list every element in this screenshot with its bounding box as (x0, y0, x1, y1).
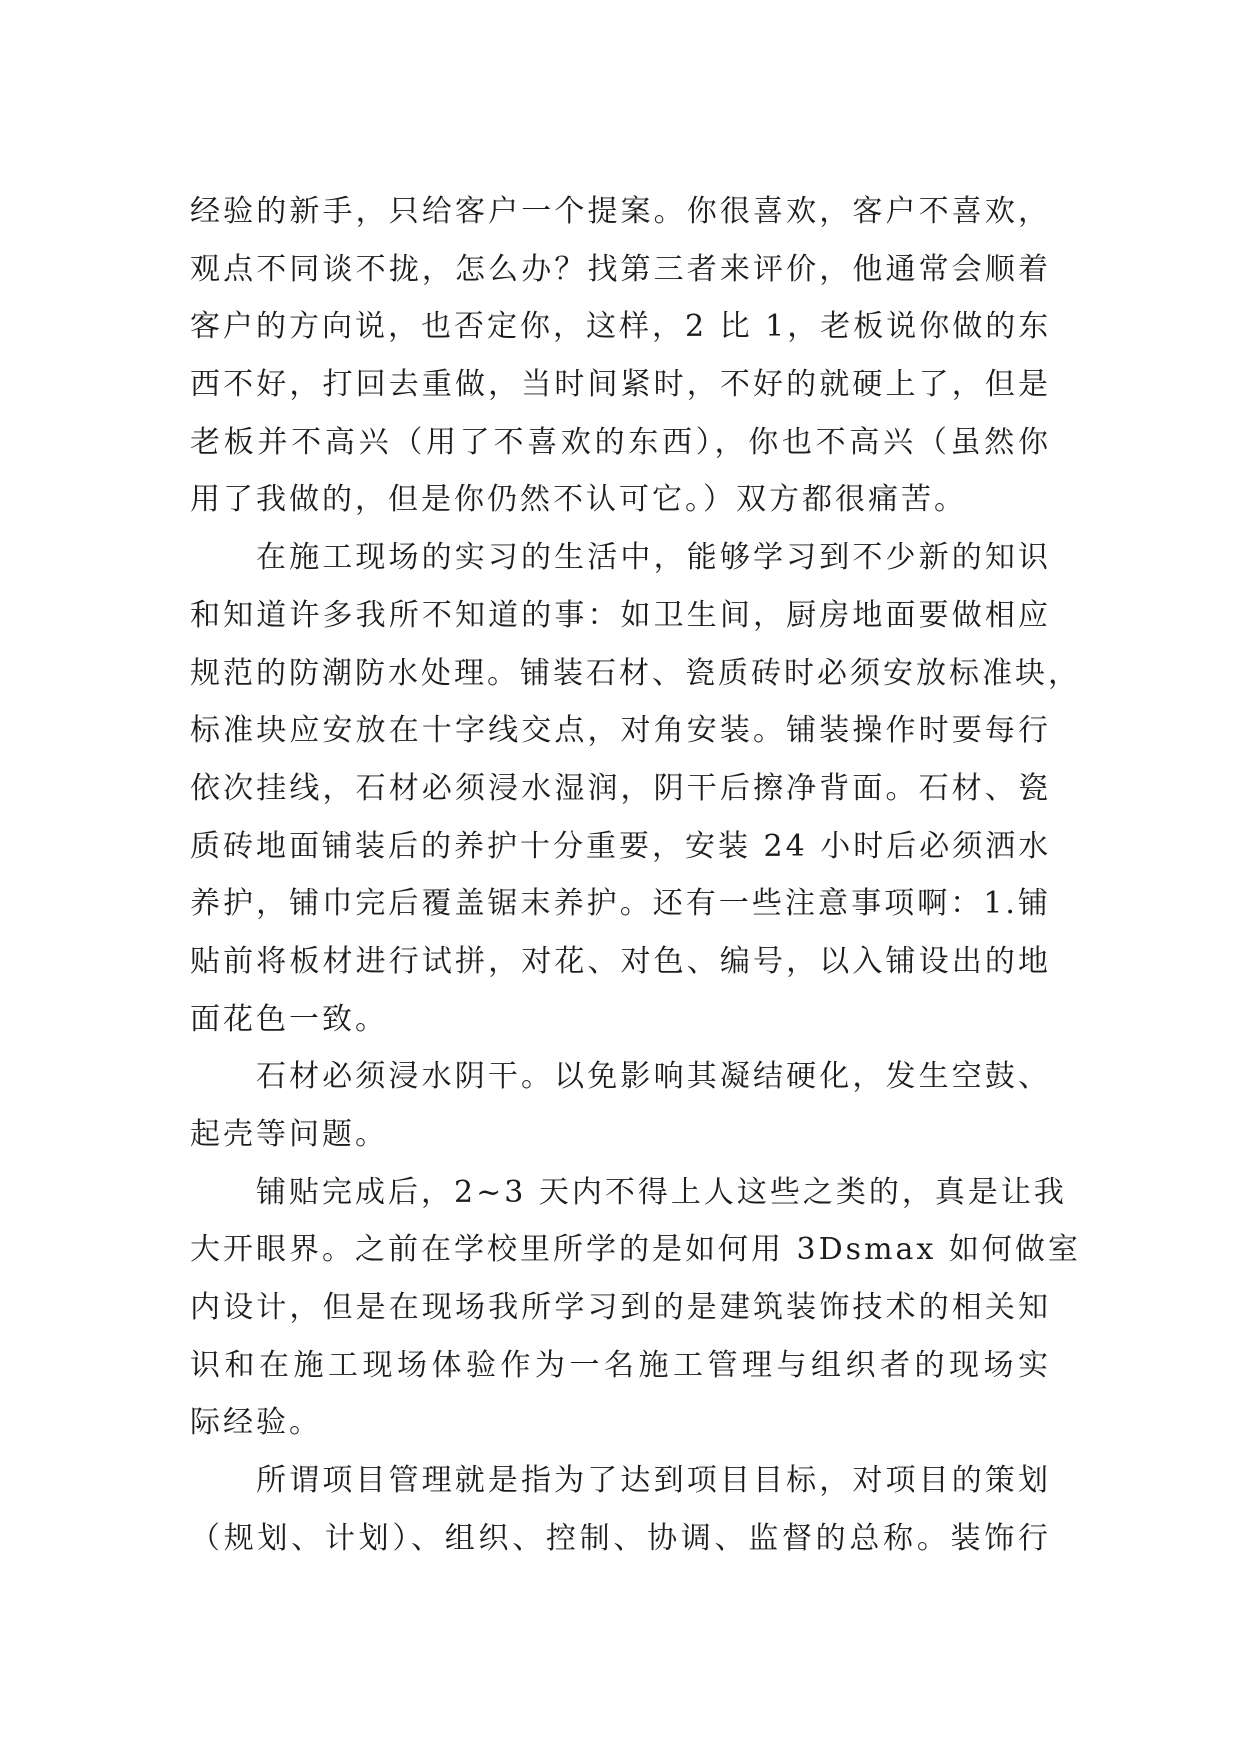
text-line: 面花色一致。 (190, 1001, 388, 1037)
text-line: 经验的新手，只给客户一个提案。你很喜欢，客户不喜欢， (190, 194, 1051, 229)
text-line: 老板并不高兴（用了不喜欢的东西），你也不高兴（虽然你 (190, 424, 1051, 460)
text-line: 石材必须浸水阴干。以免影响其凝结硬化，发生空鼓、 (256, 1059, 1051, 1095)
text-line: 规范的防潮防水处理。铺装石材、瓷质砖时必须安放标准块， (190, 655, 1081, 691)
text-line: 内设计，但是在现场我所学习到的是建筑装饰技术的相关知 (190, 1290, 1051, 1326)
text-line: 际经验。 (190, 1405, 322, 1441)
paragraph (190, 1164, 1081, 1452)
text-line: 识和在施工现场体验作为一名施工管理与组织者的现场实 (190, 1347, 1051, 1383)
text-line: 在施工现场的实习的生活中，能够学习到不少新的知识 (256, 540, 1051, 576)
text-line: 大开眼界。之前在学校里所学的是如何用 3Dsmax 如何做室 (190, 1232, 1081, 1268)
paragraph (190, 1048, 1051, 1163)
text-line: 铺贴完成后，2~3 天内不得上人这些之类的，真是让我 (256, 1174, 1067, 1210)
text-line: 质砖地面铺装后的养护十分重要，安装 24 小时后必须洒水 (190, 828, 1052, 864)
text-line: 贴前将板材进行试拼，对花、对色、编号，以入铺设出的地 (190, 943, 1051, 979)
paragraph (190, 529, 1081, 1048)
text-line: 所谓项目管理就是指为了达到项目目标，对项目的策划 (256, 1463, 1051, 1499)
text-line: 标准块应安放在十字线交点，对角安装。铺装操作时要每行 (190, 713, 1051, 749)
text-line: 养护，铺巾完后覆盖锯末养护。还有一些注意事项啊：1.铺 (190, 886, 1051, 922)
text-line: 依次挂线，石材必须浸水湿润，阴干后擦净背面。石材、瓷 (190, 770, 1051, 806)
text-line: 用了我做的，但是你仍然不认可它。）双方都很痛苦。 (190, 482, 967, 518)
text-line: （规划、计划）、组织、控制、协调、监督的总称。装饰行 (190, 1520, 1051, 1556)
paragraph (190, 183, 1051, 529)
text-line: 起壳等问题。 (190, 1117, 388, 1152)
text-line: 和知道许多我所不知道的事：如卫生间，厨房地面要做相应 (190, 597, 1051, 633)
document-body (190, 183, 1081, 1568)
text-line: 西不好，打回去重做，当时间紧时，不好的就硬上了，但是 (190, 367, 1051, 403)
text-line: 观点不同谈不拢，怎么办？找第三者来评价，他通常会顺着 (190, 251, 1051, 287)
paragraph (190, 1452, 1051, 1567)
text-line: 客户的方向说，也否定你，这样，2 比 1，老板说你做的东 (190, 309, 1052, 345)
